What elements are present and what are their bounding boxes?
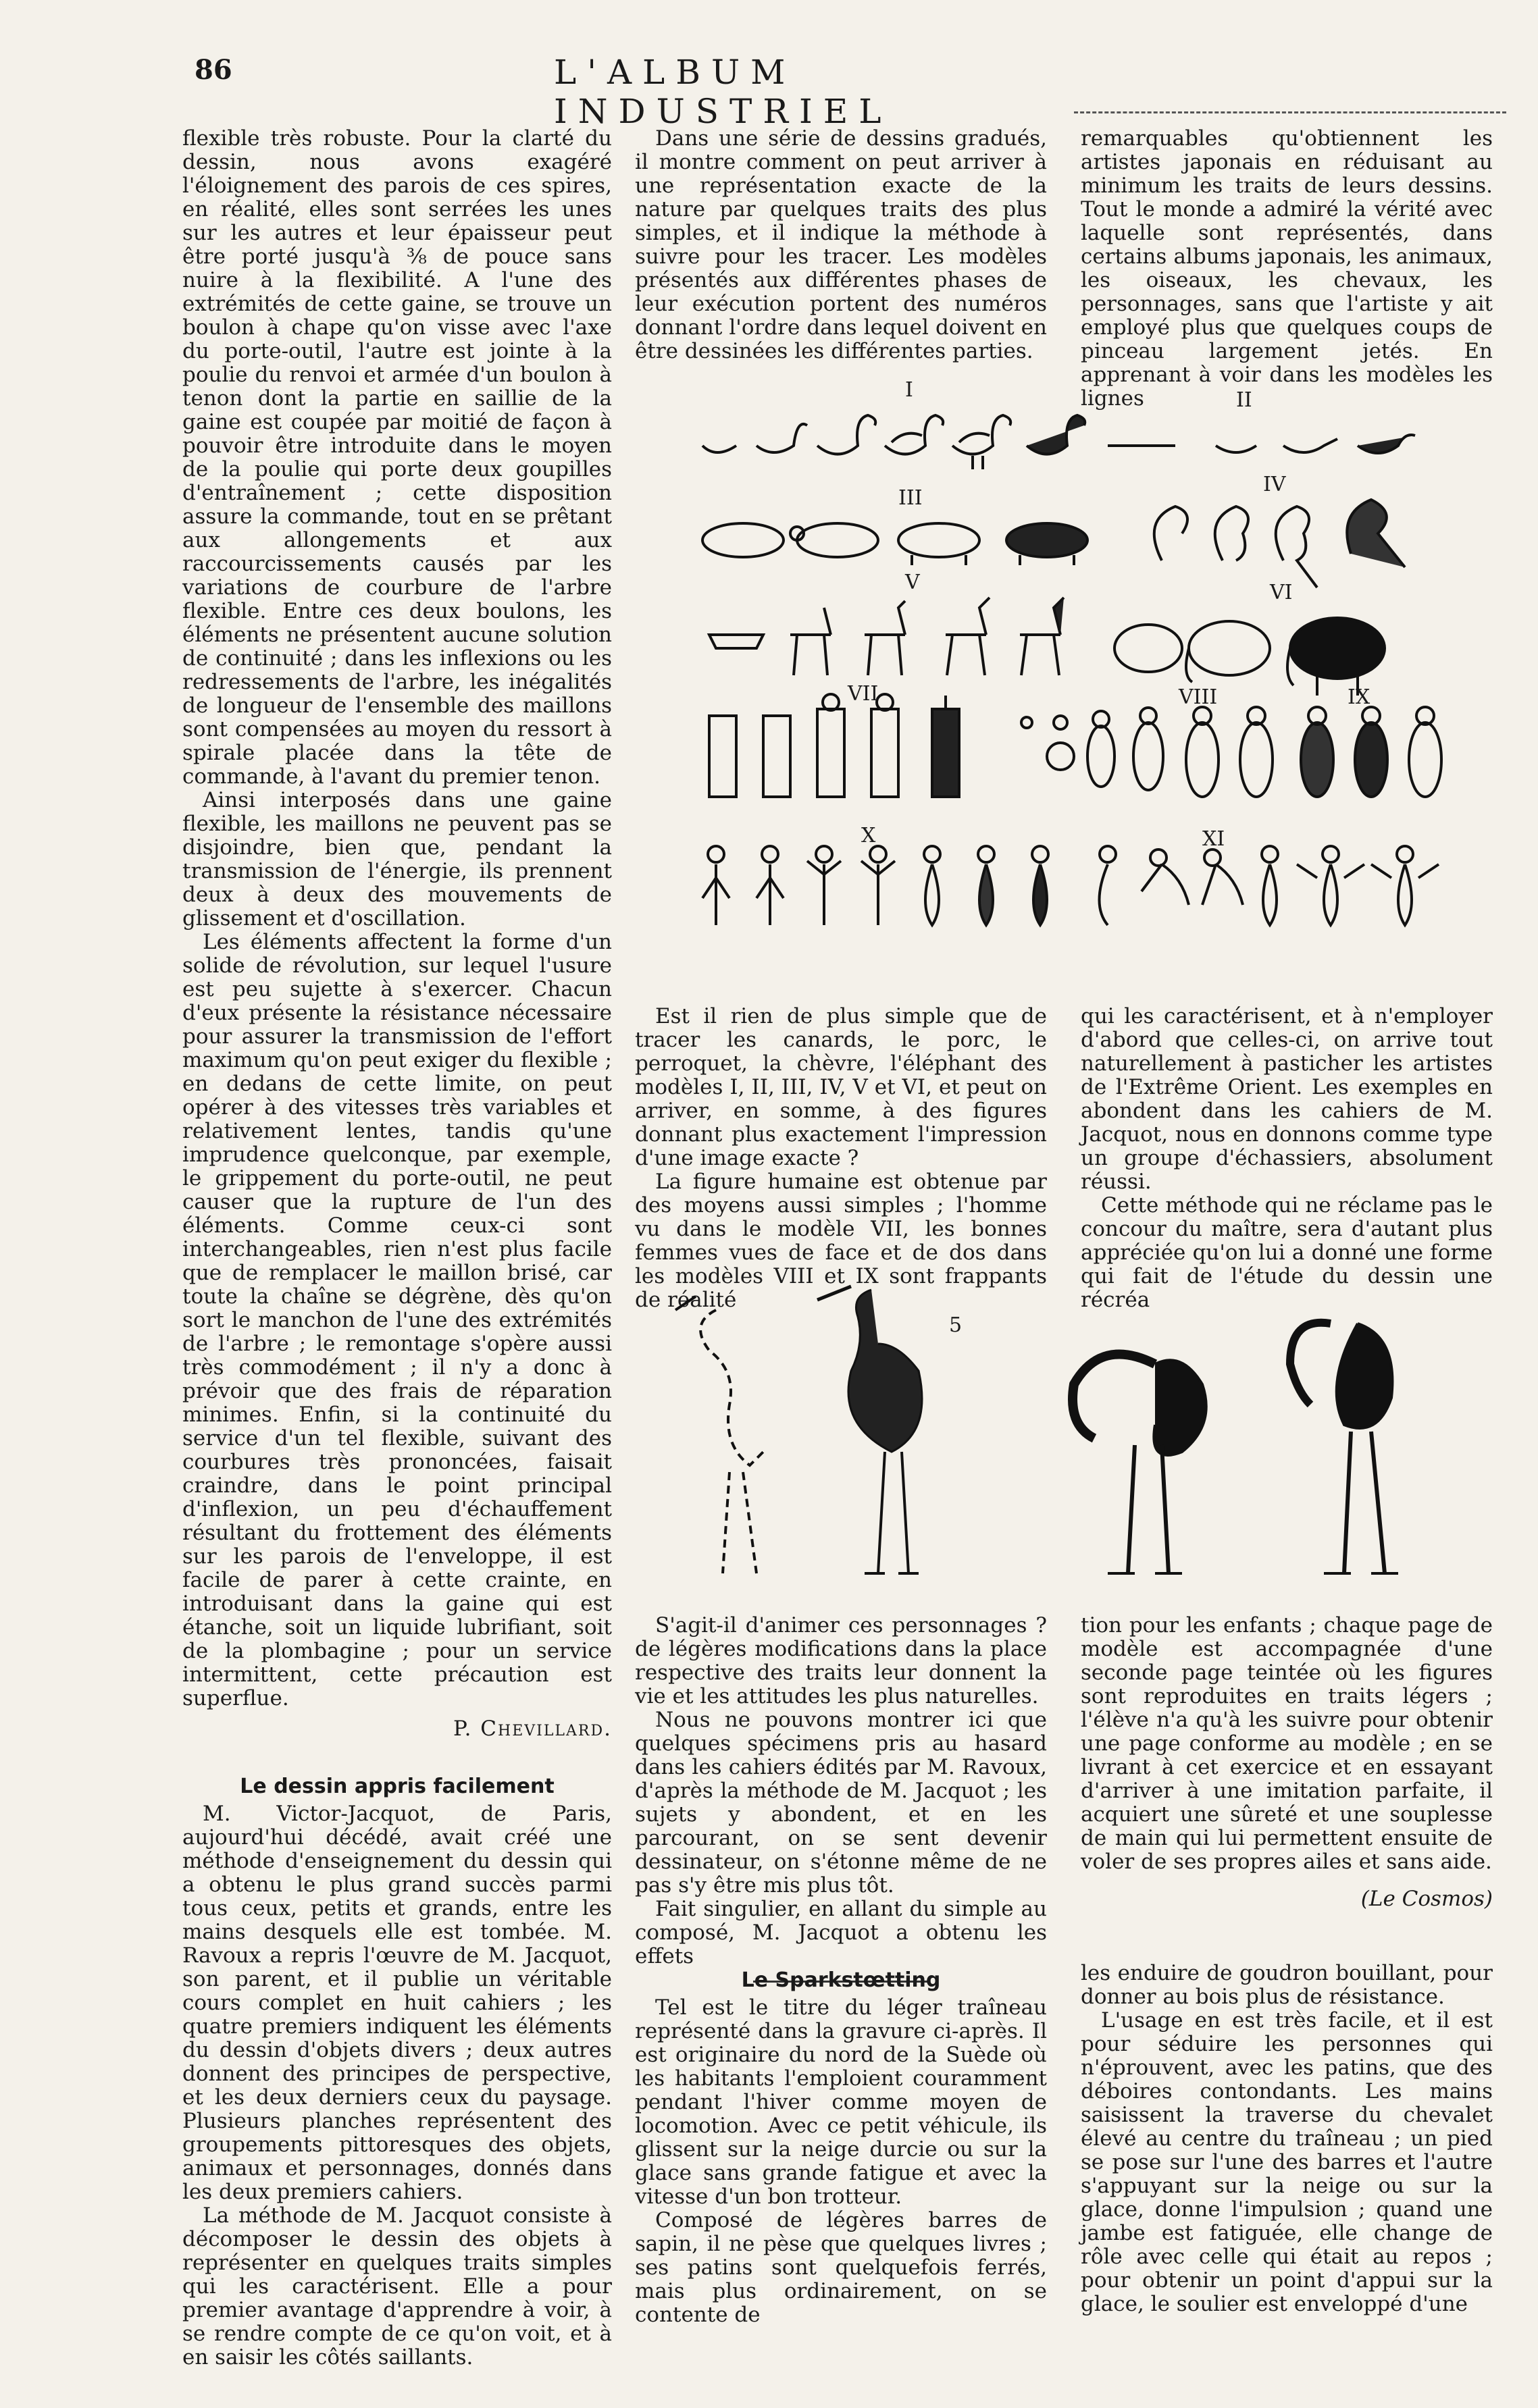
figure-label: X <box>861 824 876 847</box>
crane-drawings-figure <box>669 1270 1493 1594</box>
figure-label: VII <box>848 682 879 706</box>
column-3-top <box>1081 127 1493 411</box>
figure-label: IV <box>1263 473 1286 496</box>
figure-label: I <box>905 378 913 402</box>
paragraph: Est il rien de plus simple que de tracer les canards, le porc, le perroquet, la chèvre, l'éléphant des modèles I, II, III, IV, V et VI, et peut on arriver, en somme, à des figures donnant plus exactement l'impression d'une image exacte ? <box>635 1004 1047 1170</box>
drawing-models-figure <box>689 378 1486 952</box>
header-rule <box>1074 111 1506 113</box>
section-title: Le dessin appris facilement <box>240 1775 555 1798</box>
column-2-middle <box>635 1005 1047 1312</box>
source-citation: (Le Cosmos) <box>1360 1887 1493 1911</box>
paragraph: M. Victor-Jacquot, de Paris, aujourd'hui décédé, avait créé une méthode d'enseignement du dessin qui a obtenu le plus grand succès parmi tous ceux, petits et grands, entre les mains desquels elle est tombée. M. Ravoux a repris l'œuvre de M. Jacquot, son parent, et il publie un véritable cours complet en huit cahiers ; les quatre premiers indiquent les éléments du dessin d'objets divers ; deux autres donnent des principes de perspective, et les deux derniers ceux du paysage. Plusieurs planches représentent des groupements pittoresques des objets, animaux et personnages, donnés dans les deux premiers cahiers. <box>182 1802 612 2204</box>
page-number: 86 <box>195 54 232 86</box>
paragraph: flexible très robuste. Pour la clarté du dessin, nous avons exagéré l'éloignement des parois de ces spires, en réalité, elles sont serrées les unes sur les autres et leur épaisseur peut être porté jusqu'à ⅜ de pouce sans nuire à la flexibilité. A l'une des extrémités de cette gaine, se trouve un boulon à chape qu'on visse avec l'axe du porte-outil, l'autre est jointe à la poulie du renvoi et armée d'un boulon à tenon dont la partie en saillie de la gaine est coupée par moitié de façon à pouvoir être introduite dans le moyen de la poulie qui porte deux goupilles d'entraînement ; cette disposition assure la commande, tout en se prêtant aux allongements et aux raccourcissements causés par les variations de courbure de l'arbre flexible. Entre ces deux boulons, les éléments ne présentent aucune solution de continuité ; dans les inflexions ou les redressements de l'arbre, les inégalités de longueur de l'ensemble des maillons sont compensées au moyen du ressort à spirale placée dans la tête de commande, à l'avant du premier tenon. <box>182 126 612 789</box>
column-3-bottom <box>1081 1962 1493 2316</box>
paragraph: qui les caractérisent, et à n'employer d'abord que celles-ci, on arrive tout naturellement à pasticher les artistes de l'Extrême Orient. Les exemples en abondent dans les cahiers de M. Jacquot, nous en donnons comme type un groupe d'échassiers, absolument réussi. <box>1081 1004 1493 1194</box>
figure-label: V <box>905 571 920 594</box>
paragraph: La figure humaine est obtenue par des moyens aussi simples ; l'homme vu dans le modèle VII, les bonnes femmes vues de face et de dos dans les modèles VIII et IX sont frappants de réalité <box>635 1170 1047 1312</box>
paragraph: L'usage en est très facile, et il est pour séduire les personnes qui n'éprouvent, avec les patins, que des déboires contondants. Les mains saisissent la traverse du chevalet élevé au centre du traîneau ; un pied se pose sur l'une des barres et l'autre s'appuyant sur la neige ou sur la glace, donne l'impulsion ; quand une jambe est fatiguée, elle change de rôle avec celle qui était au repos ; pour obtenir un point d'appui sur la glace, le soulier est enveloppé d'une <box>1081 2008 1493 2316</box>
paragraph: Nous ne pouvons montrer ici que quelques spécimens pris au hasard dans les cahiers édités par M. Ravoux, d'après la méthode de M. Jacquot ; les sujets y abondent, et en les parcourant, on se sent devenir dessinateur, on s'étonne même de ne pas s'y être mis plus tôt. <box>635 1708 1047 1897</box>
figure-label: III <box>898 486 923 510</box>
paragraph: Les éléments affectent la forme d'un solide de révolution, sur lequel l'usure est peu sujette à s'exercer. Chacun d'eux présente la résistance nécessaire pour assurer la transmission de l'effort maximum qu'on peut exiger du flexible ; en dedans de cette limite, on peut opérer à des vitesses très variables et relativement lentes, tandis qu'une imprudence quelconque, par exemple, le grippement du porte-outil, ne peut causer que la rupture de l'un des éléments. Comme ceux-ci sont interchangeables, rien n'est plus facile que de remplacer le maillon brisé, car toute la chaîne se dégrène, dès qu'on sort le manchon de l'une des extrémités de l'arbre ; le remontage s'opère aussi très commodément ; il n'y a donc à prévoir que des frais de réparation minimes. Enfin, si la continuité du service d'un tel flexible, suivant des courbures très prononcées, faisait craindre, dans le point principal d'inflexion, un peu d'échauffement résultant du frottement des éléments sur les parois de l'enveloppe, il est facile de parer à cette crainte, en introduisant dans la gaine qui est étanche, soit un liquide lubrifiant, soit de la plombagine ; pour un service intermittent, cette précaution est superflue. <box>182 930 612 1710</box>
paragraph: La méthode de M. Jacquot consiste à décomposer le dessin des objets à représenter en quelques traits simples qui les caractérisent. Elle a pour premier avantage d'apprendre à voir, à se rendre compte de ce qu'on voit, et à en saisir les côtés saillants. <box>182 2203 612 2370</box>
paragraph: Tel est le titre du léger traîneau représenté dans la gravure ci-après. Il est originaire du nord de la Suède où les habitants l'emploient couramment pendant l'hiver comme moyen de locomotion. Avec ce petit véhicule, ils glissent sur la neige durcie ou sur la glace sans grande fatigue et avec la vitesse d'un bon trotteur. <box>635 1995 1047 2209</box>
figure-label: 5 <box>949 1313 963 1337</box>
section-title: Le Sparkstœtting <box>741 1968 941 1992</box>
paragraph: remarquables qu'obtiennent les artistes japonais en réduisant au minimum les traits de leurs dessins. Tout le monde a admiré la vérité avec laquelle sont représentés, dans certains albums japonais, les animaux, les oiseaux, les chevaux, les personnages, sans que l'artiste y ait employé plus que quelques coups de pinceau largement jetés. En apprenant à voir dans les modèles les lignes <box>1081 126 1493 411</box>
figure-label: II <box>1236 388 1252 412</box>
paragraph: Fait singulier, en allant du simple au composé, M. Jacquot a obtenu les effets <box>635 1897 1047 1968</box>
paragraph: les enduire de goudron bouillant, pour donner au bois plus de résistance. <box>1081 1961 1493 2009</box>
author-signature: P. Chevillard. <box>453 1717 612 1741</box>
column-1 <box>182 127 612 2370</box>
figure-label: XI <box>1202 827 1225 851</box>
running-title: L'ALBUM INDUSTRIEL <box>554 53 892 131</box>
paragraph: Cette méthode qui ne réclame pas le concour du maître, sera d'autant plus appréciée qu'on lui a donné une forme qui fait de l'étude du dessin une récréa <box>1081 1193 1493 1312</box>
figure-label: VI <box>1270 581 1293 604</box>
column-3-middle <box>1081 1005 1493 1312</box>
figure-label: VIII <box>1179 685 1218 709</box>
paragraph: Ainsi interposés dans une gaine flexible, les maillons ne peuvent pas se disjoindre, bien que, pendant la transmission de l'énergie, ils prennent deux à deux des mouvements de glissement et d'oscillation. <box>182 788 612 931</box>
column-2-bottom <box>635 1962 1047 2327</box>
paragraph: Dans une série de dessins gradués, il montre comment on peut arriver à une représentation exacte de la nature par quelques traits des plus simples, et il indique la méthode à suivre pour les tracer. Les modèles présentés aux différentes phases de leur exécution portent des numéros donnant l'ordre dans lequel doivent en être dessinées les différentes parties. <box>635 126 1047 363</box>
paragraph: tion pour les enfants ; chaque page de modèle est accompagnée d'une seconde page teintée où les figures sont reproduites en traits légers ; l'élève n'a qu'à les suivre pour obtenir une page conforme au modèle ; en se livrant à cet exercice et en essayant d'arriver à une imitation parfaite, il acquiert une sûreté et une souplesse de main qui lui permettent ensuite de voler de ses propres ailes et sans aide. <box>1081 1613 1493 1874</box>
column-2-lower <box>635 1614 1047 1983</box>
paragraph: S'agit-il d'animer ces personnages ? de légères modifications dans la place respective des traits leur donnent la vie et les attitudes les plus naturelles. <box>635 1613 1047 1708</box>
column-2-top <box>635 127 1047 363</box>
column-3-lower <box>1081 1614 1493 1911</box>
figure-label: IX <box>1348 685 1370 709</box>
paragraph: Composé de légères barres de sapin, il ne pèse que quelques livres ; ses patins sont quelquefois ferrés, mais plus ordinairement, on se contente de <box>635 2208 1047 2327</box>
